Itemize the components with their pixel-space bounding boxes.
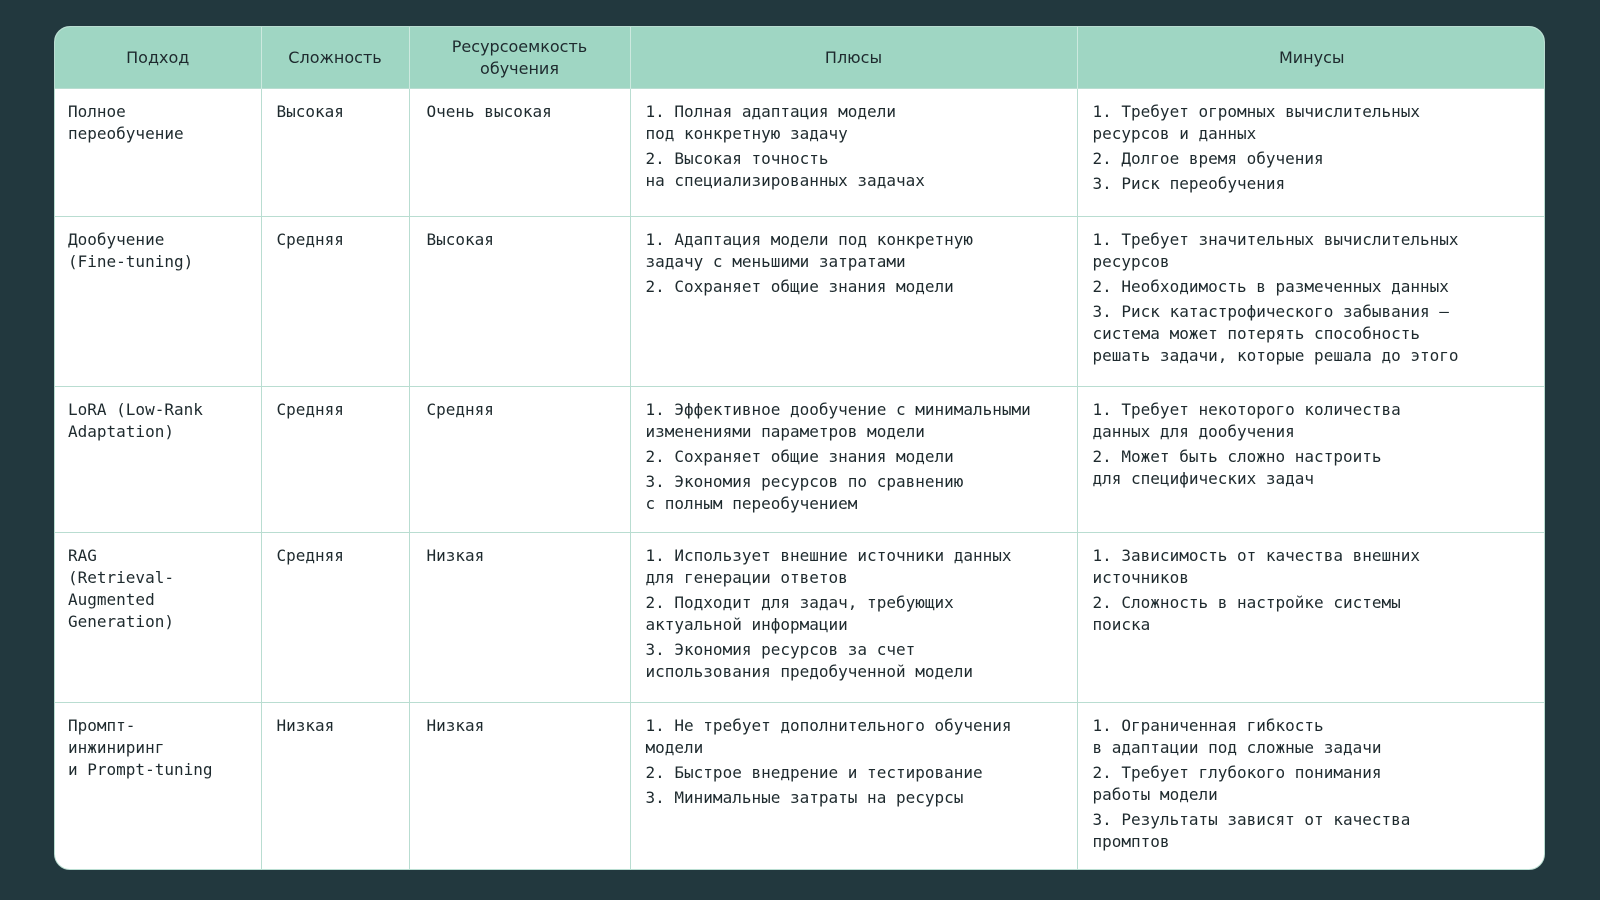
table-row: [55, 89, 1545, 217]
comparison-table-card: [54, 26, 1545, 870]
cons-item: 3. Риск катастрофического забывания — система может потерять способность решать задачи, которые решала до этого: [1092, 302, 1459, 365]
cons-item: 1. Ограниченная гибкость в адаптации под сложные задачи: [1092, 716, 1382, 757]
pros-item: 3. Минимальные затраты на ресурсы: [645, 788, 964, 807]
pros-item: 1. Адаптация модели под конкретную задачу с меньшими затратами: [645, 230, 974, 271]
cons-item: 1. Зависимость от качества внешних источников: [1092, 546, 1421, 587]
cons-item: 3. Результаты зависят от качества промптов: [1092, 810, 1411, 851]
comparison-table: [55, 27, 1545, 870]
pros-item: 1. Использует внешние источники данных для генерации ответов: [645, 546, 1012, 587]
cell-complexity: Средняя: [261, 387, 409, 533]
pros-item: 2. Высокая точность на специализированных задачах: [645, 149, 925, 190]
cons-item: 2. Может быть сложно настроить для специфических задач: [1092, 447, 1382, 488]
cell-pros: [630, 703, 1077, 871]
cell-approach: Полное переобучение: [55, 89, 261, 217]
cell-approach: LoRA (Low-Rank Adaptation): [55, 387, 261, 533]
cell-resources: Средняя: [409, 387, 630, 533]
table-row: [55, 533, 1545, 703]
cons-item: 1. Требует некоторого количества данных для дообучения: [1092, 400, 1401, 441]
cons-item: 1. Требует огромных вычислительных ресурсов и данных: [1092, 102, 1421, 143]
cell-pros: [630, 387, 1077, 533]
cell-cons: [1077, 89, 1545, 217]
cons-item: 1. Требует значительных вычислительных ресурсов: [1092, 230, 1459, 271]
table-header-row: [55, 27, 1545, 89]
cell-pros: [630, 533, 1077, 703]
header-resources: Ресурсоемкость обучения: [409, 27, 630, 89]
cell-cons: [1077, 703, 1545, 871]
cell-complexity: Низкая: [261, 703, 409, 871]
header-approach: Подход: [55, 27, 261, 89]
cell-resources: Низкая: [409, 703, 630, 871]
cell-resources: Очень высокая: [409, 89, 630, 217]
pros-item: 1. Полная адаптация модели под конкретную задачу: [645, 102, 896, 143]
pros-item: 2. Сохраняет общие знания модели: [645, 447, 954, 466]
pros-item: 2. Подходит для задач, требующих актуальной информации: [645, 593, 954, 634]
pros-item: 3. Экономия ресурсов за счет использования предобученной модели: [645, 640, 974, 681]
cons-item: 2. Сложность в настройке системы поиска: [1092, 593, 1401, 634]
pros-item: 3. Экономия ресурсов по сравнению с полным переобучением: [645, 472, 964, 513]
cell-complexity: Высокая: [261, 89, 409, 217]
cell-cons: [1077, 387, 1545, 533]
cons-item: 2. Необходимость в размеченных данных: [1092, 277, 1449, 296]
table-row: [55, 217, 1545, 387]
cell-pros: [630, 89, 1077, 217]
cell-complexity: Средняя: [261, 533, 409, 703]
header-complexity: Сложность: [261, 27, 409, 89]
table-row: [55, 703, 1545, 871]
table-row: [55, 387, 1545, 533]
cons-item: 3. Риск переобучения: [1092, 174, 1286, 193]
cell-pros: [630, 217, 1077, 387]
header-cons: Минусы: [1077, 27, 1545, 89]
cons-item: 2. Требует глубокого понимания работы модели: [1092, 763, 1382, 804]
header-pros: Плюсы: [630, 27, 1077, 89]
pros-item: 2. Быстрое внедрение и тестирование: [645, 763, 983, 782]
cell-approach: Дообучение (Fine-tuning): [55, 217, 261, 387]
cell-cons: [1077, 217, 1545, 387]
cell-resources: Низкая: [409, 533, 630, 703]
cons-item: 2. Долгое время обучения: [1092, 149, 1324, 168]
pros-item: 2. Сохраняет общие знания модели: [645, 277, 954, 296]
cell-approach: RAG (Retrieval- Augmented Generation): [55, 533, 261, 703]
cell-complexity: Средняя: [261, 217, 409, 387]
pros-item: 1. Эффективное дообучение с минимальными изменениями параметров модели: [645, 400, 1031, 441]
cell-approach: Промпт- инжиниринг и Prompt-tuning: [55, 703, 261, 871]
cell-resources: Высокая: [409, 217, 630, 387]
cell-cons: [1077, 533, 1545, 703]
pros-item: 1. Не требует дополнительного обучения модели: [645, 716, 1012, 757]
